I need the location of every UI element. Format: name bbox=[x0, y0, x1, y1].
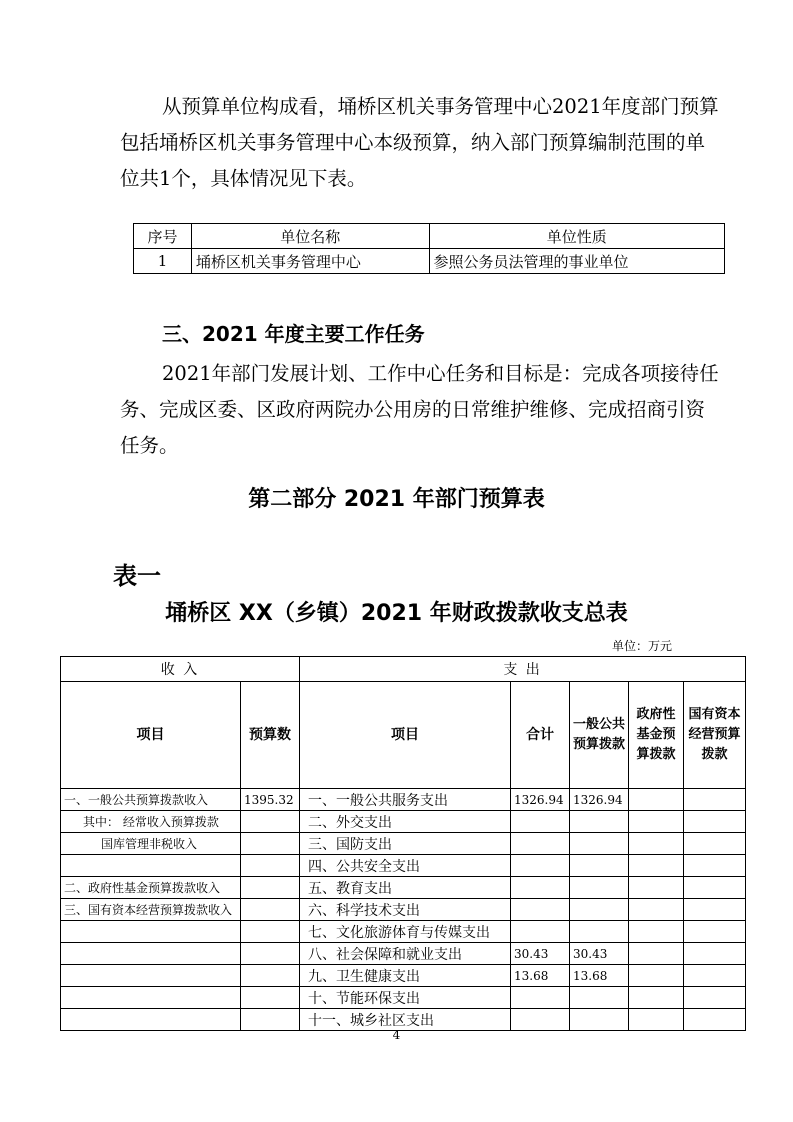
unit-note: 单位：万元 bbox=[612, 639, 673, 653]
table-row bbox=[61, 877, 746, 899]
general-cell bbox=[570, 899, 629, 921]
section3-paragraph: 2021年部门发展计划、工作中心任务和目标是：完成各项接待任务、完成区委、区政府两院办公用房的日常维护维修、完成招商引资任务。 bbox=[120, 362, 719, 457]
budget-body bbox=[61, 789, 746, 1031]
budget-group-header-row bbox=[61, 657, 746, 682]
state-capital-cell bbox=[684, 877, 746, 899]
general-cell bbox=[570, 811, 629, 833]
income-amount-cell bbox=[241, 943, 300, 965]
expense-item-cell: 二、外交支出 bbox=[300, 811, 511, 833]
table-label: 表一 bbox=[113, 562, 161, 590]
income-item-cell bbox=[61, 943, 241, 965]
general-cell bbox=[570, 855, 629, 877]
fund-cell bbox=[629, 943, 684, 965]
income-item-cell bbox=[61, 965, 241, 987]
total-cell: 30.43 bbox=[511, 943, 570, 965]
section3-heading: 三、2021 年度主要工作任务 bbox=[162, 322, 425, 346]
col-general: 一般公共预算拨款 bbox=[570, 682, 629, 789]
col-total: 合计 bbox=[511, 682, 570, 789]
income-amount-cell bbox=[241, 899, 300, 921]
col-fund: 政府性基金预算拨款 bbox=[629, 682, 684, 789]
total-cell: 1326.94 bbox=[511, 789, 570, 811]
income-item-cell bbox=[61, 921, 241, 943]
fund-cell bbox=[629, 987, 684, 1009]
expense-item-cell: 六、科学技术支出 bbox=[300, 899, 511, 921]
general-cell bbox=[570, 987, 629, 1009]
fund-cell bbox=[629, 789, 684, 811]
budget-column-header-row bbox=[61, 682, 746, 789]
state-capital-cell bbox=[684, 987, 746, 1009]
unit-table-cell-name: 埇桥区机关事务管理中心 bbox=[191, 249, 429, 274]
expense-item-cell: 九、卫生健康支出 bbox=[300, 965, 511, 987]
state-capital-cell bbox=[684, 811, 746, 833]
unit-table-header-row bbox=[134, 224, 725, 249]
income-amount-cell bbox=[241, 833, 300, 855]
total-cell bbox=[511, 987, 570, 1009]
col-income-amount: 预算数 bbox=[241, 682, 300, 789]
unit-table-cell-seq: 1 bbox=[134, 249, 192, 274]
unit-table bbox=[133, 223, 725, 274]
part2-heading: 第二部分 2021 年部门预算表 bbox=[248, 487, 545, 512]
general-cell: 1326.94 bbox=[570, 789, 629, 811]
state-capital-cell bbox=[684, 965, 746, 987]
unit-table-header-name: 单位名称 bbox=[191, 224, 429, 249]
general-cell bbox=[570, 833, 629, 855]
expense-item-cell: 八、社会保障和就业支出 bbox=[300, 943, 511, 965]
table-row bbox=[61, 833, 746, 855]
unit-table-header-seq: 序号 bbox=[134, 224, 192, 249]
expense-header: 支 出 bbox=[300, 657, 746, 682]
income-amount-cell bbox=[241, 855, 300, 877]
income-amount-cell bbox=[241, 921, 300, 943]
fund-cell bbox=[629, 877, 684, 899]
total-cell bbox=[511, 899, 570, 921]
unit-table-header-type: 单位性质 bbox=[429, 224, 725, 249]
col-state-capital: 国有资本经营预算拨款 bbox=[684, 682, 746, 789]
total-cell: 13.68 bbox=[511, 965, 570, 987]
table-row bbox=[61, 899, 746, 921]
expense-item-cell: 七、文化旅游体育与传媒支出 bbox=[300, 921, 511, 943]
expense-item-cell: 十一、城乡社区支出 bbox=[300, 1009, 511, 1031]
expense-item-cell: 一、一般公共服务支出 bbox=[300, 789, 511, 811]
income-item-cell: 国库管理非税收入 bbox=[61, 833, 241, 855]
table-title: 埇桥区 XX（乡镇）2021 年财政拨款收支总表 bbox=[165, 601, 628, 626]
general-cell: 13.68 bbox=[570, 965, 629, 987]
income-item-cell bbox=[61, 987, 241, 1009]
general-cell bbox=[570, 921, 629, 943]
unit-table-cell-type: 参照公务员法管理的事业单位 bbox=[429, 249, 725, 274]
fund-cell bbox=[629, 965, 684, 987]
total-cell bbox=[511, 833, 570, 855]
state-capital-cell bbox=[684, 833, 746, 855]
income-item-cell: 一、一般公共预算拨款收入 bbox=[61, 789, 241, 811]
col-income-item: 项目 bbox=[61, 682, 241, 789]
general-cell bbox=[570, 877, 629, 899]
income-item-cell bbox=[61, 855, 241, 877]
total-cell bbox=[511, 877, 570, 899]
fund-cell bbox=[629, 899, 684, 921]
table-row bbox=[61, 987, 746, 1009]
state-capital-cell bbox=[684, 855, 746, 877]
total-cell bbox=[511, 811, 570, 833]
income-amount-cell bbox=[241, 811, 300, 833]
table-row bbox=[61, 943, 746, 965]
state-capital-cell bbox=[684, 921, 746, 943]
income-item-cell: 二、政府性基金预算拨款收入 bbox=[61, 877, 241, 899]
general-cell: 30.43 bbox=[570, 943, 629, 965]
income-amount-cell bbox=[241, 965, 300, 987]
table-row bbox=[61, 921, 746, 943]
budget-table bbox=[60, 656, 746, 1031]
table-row bbox=[61, 811, 746, 833]
income-amount-cell: 1395.32 bbox=[241, 789, 300, 811]
state-capital-cell bbox=[684, 943, 746, 965]
income-amount-cell bbox=[241, 987, 300, 1009]
table-row bbox=[61, 965, 746, 987]
income-item-cell: 三、国有资本经营预算拨款收入 bbox=[61, 899, 241, 921]
col-expense-item: 项目 bbox=[300, 682, 511, 789]
page-number: 4 bbox=[392, 1028, 401, 1042]
intro-paragraph: 从预算单位构成看，埇桥区机关事务管理中心2021年度部门预算包括埇桥区机关事务管理中心本级预算，纳入部门预算编制范围的单位共1个，具体情况见下表。 bbox=[120, 95, 719, 190]
state-capital-cell bbox=[684, 789, 746, 811]
expense-item-cell: 三、国防支出 bbox=[300, 833, 511, 855]
income-item-cell: 其中： 经常收入预算拨款 bbox=[61, 811, 241, 833]
table-row bbox=[61, 789, 746, 811]
expense-item-cell: 五、教育支出 bbox=[300, 877, 511, 899]
fund-cell bbox=[629, 855, 684, 877]
fund-cell bbox=[629, 833, 684, 855]
income-header: 收 入 bbox=[61, 657, 300, 682]
expense-item-cell: 十、节能环保支出 bbox=[300, 987, 511, 1009]
state-capital-cell bbox=[684, 899, 746, 921]
fund-cell bbox=[629, 921, 684, 943]
income-amount-cell bbox=[241, 877, 300, 899]
total-cell bbox=[511, 855, 570, 877]
expense-item-cell: 四、公共安全支出 bbox=[300, 855, 511, 877]
fund-cell bbox=[629, 811, 684, 833]
table-row bbox=[61, 855, 746, 877]
table-row bbox=[134, 249, 725, 274]
total-cell bbox=[511, 921, 570, 943]
